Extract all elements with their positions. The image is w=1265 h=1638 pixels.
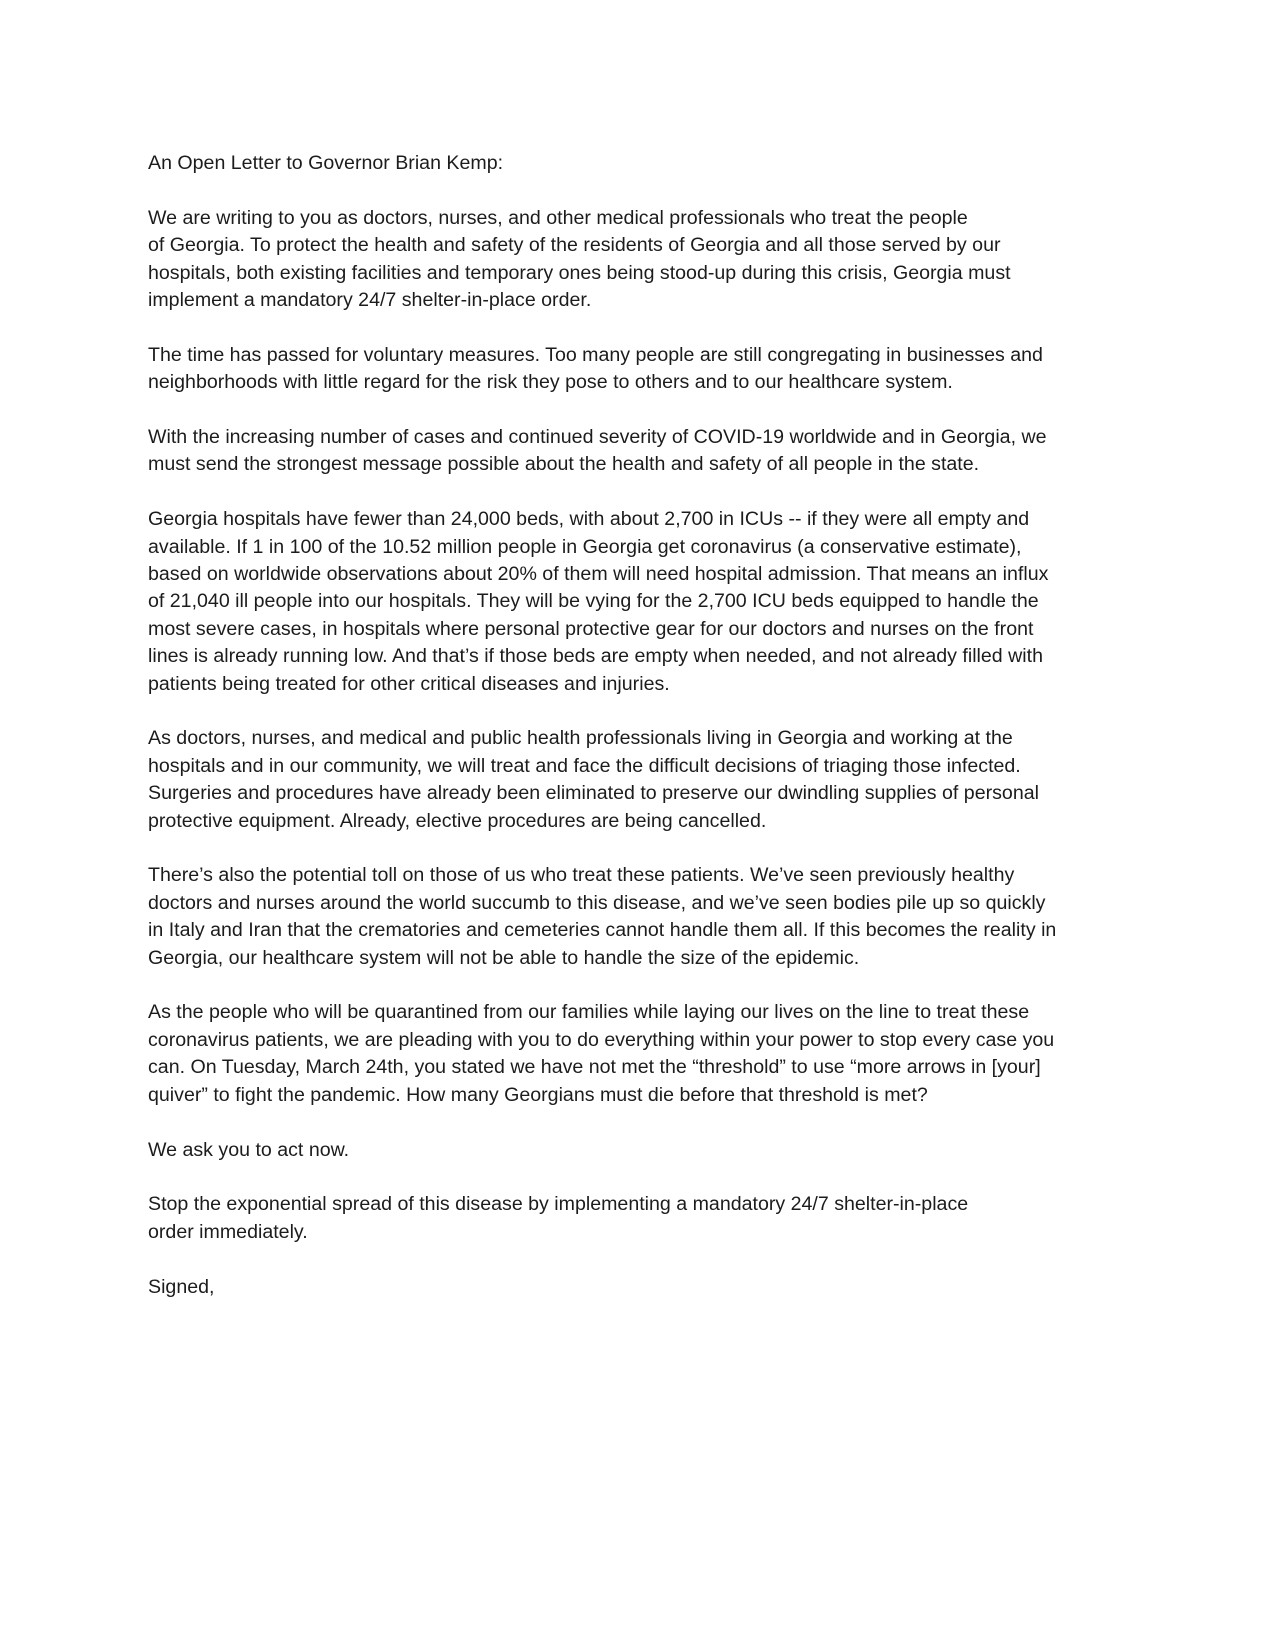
letter-line: of 21,040 ill people into our hospitals. They will be vying for the 2,700 ICU beds equipped to handle the [148, 590, 1039, 613]
letter-line: patients being treated for other critical diseases and injuries. [148, 672, 670, 695]
letter-paragraph [148, 506, 1123, 698]
letter-line: The time has passed for voluntary measures. Too many people are still congregating in businesses and [148, 343, 1043, 366]
open-letter [148, 150, 1123, 1328]
letter-line: of Georgia. To protect the health and safety of the residents of Georgia and all those served by our [148, 234, 1001, 257]
letter-line: must send the strongest message possible about the health and safety of all people in the state. [148, 453, 980, 476]
letter-closing [148, 1274, 1123, 1301]
letter-paragraph [148, 205, 1123, 315]
letter-line: available. If 1 in 100 of the 10.52 million people in Georgia get coronavirus (a conservative estimate), [148, 535, 1022, 558]
letter-line: hospitals and in our community, we will treat and face the difficult decisions of triaging those infected. [148, 754, 1021, 777]
letter-line: Georgia, our healthcare system will not be able to handle the size of the epidemic. [148, 946, 860, 969]
letter-line: As the people who will be quarantined from our families while laying our lives on the line to treat these [148, 1001, 1030, 1024]
letter-line: As doctors, nurses, and medical and public health professionals living in Georgia and working at the [148, 727, 1013, 750]
letter-line: order immediately. [148, 1220, 308, 1243]
letter-line: Stop the exponential spread of this disease by implementing a mandatory 24/7 shelter-in-place [148, 1193, 969, 1216]
letter-line: quiver” to fight the pandemic. How many Georgians must die before that threshold is met? [148, 1083, 928, 1106]
letter-body [148, 205, 1123, 1246]
letter-paragraph [148, 1137, 1123, 1164]
letter-salutation [148, 150, 1123, 177]
letter-line: protective equipment. Already, elective procedures are being cancelled. [148, 809, 767, 832]
letter-line: most severe cases, in hospitals where personal protective gear for our doctors and nurses on the front [148, 617, 1034, 640]
letter-line: neighborhoods with little regard for the risk they pose to others and to our healthcare system. [148, 371, 953, 394]
letter-line: implement a mandatory 24/7 shelter-in-place order. [148, 289, 592, 312]
letter-line: There’s also the potential toll on those of us who treat these patients. We’ve seen previously healthy [148, 864, 1015, 887]
letter-line: can. On Tuesday, March 24th, you stated we have not met the “threshold” to use “more arrows in [your] [148, 1056, 1041, 1079]
letter-paragraph [148, 1191, 1123, 1246]
letter-line: Georgia hospitals have fewer than 24,000 beds, with about 2,700 in ICUs -- if they were all empty and [148, 508, 1030, 531]
letter-paragraph [148, 862, 1123, 972]
letter-line: We ask you to act now. [148, 1138, 350, 1161]
letter-line: We are writing to you as doctors, nurses, and other medical professionals who treat the people [148, 206, 968, 229]
letter-line: based on worldwide observations about 20% of them will need hospital admission. That means an influx [148, 563, 1049, 586]
letter-line: hospitals, both existing facilities and temporary ones being stood-up during this crisis, Georgia must [148, 261, 1011, 284]
letter-line: in Italy and Iran that the crematories and cemeteries cannot handle them all. If this becomes the reality in [148, 919, 1057, 942]
letter-paragraph [148, 342, 1123, 397]
letter-line: Signed, [148, 1275, 215, 1298]
letter-line: Surgeries and procedures have already been eliminated to preserve our dwindling supplies of personal [148, 782, 1039, 805]
letter-paragraph [148, 725, 1123, 835]
letter-paragraph [148, 999, 1123, 1109]
letter-paragraph [148, 424, 1123, 479]
letter-line: An Open Letter to Governor Brian Kemp: [148, 152, 504, 174]
letter-line: lines is already running low. And that’s if those beds are empty when needed, and not already filled with [148, 645, 1043, 668]
letter-line: With the increasing number of cases and continued severity of COVID-19 worldwide and in Georgia, we [148, 426, 1047, 449]
letter-line: coronavirus patients, we are pleading with you to do everything within your power to stop every case you [148, 1028, 1055, 1051]
letter-line: doctors and nurses around the world succumb to this disease, and we’ve seen bodies pile up so quickly [148, 891, 1046, 914]
